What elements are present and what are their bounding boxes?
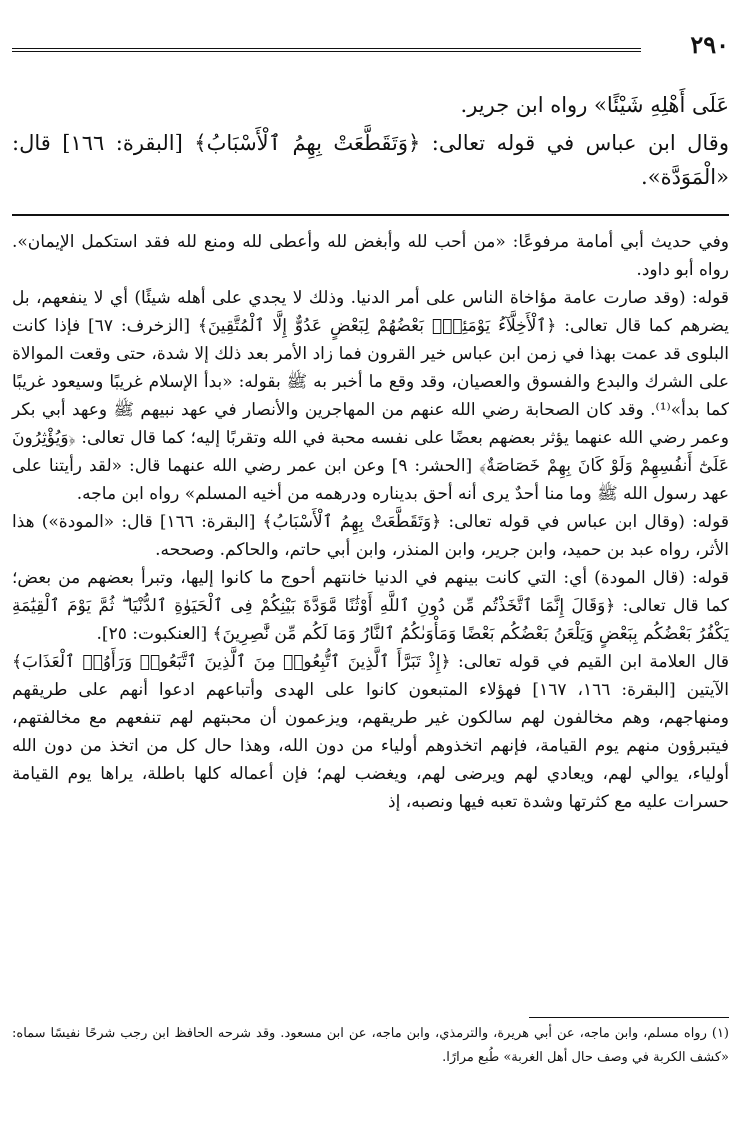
page-number: ٢٩٠ xyxy=(690,30,729,59)
commentary-paragraph-5: قال العلامة ابن القيم في قوله تعالى: ﴿إِذْ تَبَرَّأَ ٱلَّذِينَ ٱتُّبِعُوا۟ مِنَ ٱلَّذِينَ ٱتَّبَعُوا۟ وَرَأَوُا۟ ٱلْعَذَابَ﴾ الآيتين [البقرة: ١٦٦، ١٦٧] فهؤلاء المتبعون كانوا على الهدى وأتباعهم ادعوا أنهم على طريقهم ومنهاجهم، وهم مخالفون لهم سالكون غير طريقهم، ويزعمون أن محبتهم لهم تنفعهم مع مخالفتهم، فيتبرؤون منهم يوم القيامة، فإنهم اتخذوهم أولياء من دون الله، وهذا حال كل من اتخذ من دون الله أولياء، يوالي لهم، ويعادي لهم ويرضى لهم، ويغضب لهم؛ فإن أعماله كلها باطلة، يراها يوم القيامة حسرات عليه مع كثرتها وشدة تعبه فيها ونصبه، إذ xyxy=(12,652,729,812)
footnote-1: (١) رواه مسلم، وابن ماجه، عن أبي هريرة، والترمذي، وابن ماجه، عن ابن مسعود. وقد شرحه الحافظ ابن رجب شرحًا نفيسًا سماه: «كشف الكربة في وصف حال أهل الغربة» طُبع مرارًا. xyxy=(12,1026,729,1065)
footnotes-block xyxy=(12,1022,729,1070)
commentary-paragraph-3: قوله: (وقال ابن عباس في قوله تعالى: ﴿وَتَقَطَّعَتْ بِهِمُ ٱلْأَسْبَابُ﴾ [البقرة: ١٦٦] قال: «المودة») هذا الأثر، رواه عبد بن حميد، وابن جرير، وابن المنذر، وابن أبي حاتم، والحاكم. وصححه. xyxy=(12,512,729,560)
header-double-rule xyxy=(12,48,641,52)
commentary-paragraph-4: قوله: (قال المودة) أي: التي كانت بينهم في الدنيا خانتهم أحوج ما كانوا إليها، وتبرأ بعضهم من بعض؛ كما قال تعالى: ﴿وَقَالَ إِنَّمَا ٱتَّخَذْتُم مِّن دُونِ ٱللَّهِ أَوْثَٰنًا مَّوَدَّةَ بَيْنِكُمْ فِى ٱلْحَيَوٰةِ ٱلدُّنْيَا ۖ ثُمَّ يَوْمَ ٱلْقِيَٰمَةِ يَكْفُرُ بَعْضُكُم بِبَعْضٍ وَيَلْعَنُ بَعْضُكُم بَعْضًا وَمَأْوَىٰكُمُ ٱلنَّارُ وَمَا لَكُم مِّن نَّٰصِرِينَ﴾ [العنكبوت: ٢٥]. xyxy=(12,568,729,644)
section-divider xyxy=(12,214,729,216)
page-header xyxy=(12,30,729,64)
main-text-line-2: وقال ابن عباس في قوله تعالى: ﴿وَتَقَطَّعَتْ بِهِمُ ٱلْأَسْبَابُ﴾ [البقرة: ١٦٦] قال: «الْمَوَدَّة». xyxy=(12,131,729,189)
main-text-block xyxy=(12,88,729,198)
commentary-paragraph-1: وفي حديث أبي أمامة مرفوعًا: «من أحب لله وأبغض لله وأعطى لله ومنع لله فقد استكمل الإيمان». رواه أبو داود. xyxy=(12,232,729,280)
commentary-block xyxy=(12,228,729,816)
footnote-divider xyxy=(529,1017,729,1018)
commentary-paragraph-2: قوله: (وقد صارت عامة مؤاخاة الناس على أمر الدنيا. وذلك لا يجدي على أهله شيئًا) أي لا ينفعهم، بل يضرهم كما قال تعالى: ﴿ٱلْأَخِلَّآءُ يَوْمَئِذٍۭ بَعْضُهُمْ لِبَعْضٍ عَدُوٌّ إِلَّا ٱلْمُتَّقِينَ﴾ [الزخرف: ٦٧] فإذا كانت البلوى قد عمت بهذا في زمن ابن عباس خير القرون فما زاد الأمر بعد ذلك إلا شدة، حتى وقعت الموالاة على الشرك والبدع والفسوق والعصيان، وقد وقع ما أخبر به ﷺ بقوله: «بدأ الإسلام غريبًا وسيعود غريبًا كما بدأ»⁽¹⁾. وقد كان الصحابة رضي الله عنهم من المهاجرين والأنصار في عهد نبيهم ﷺ وعهد أبي بكر وعمر رضي الله عنهما يؤثر بعضهم بعضًا على نفسه محبة في الله وتقربًا إليه؛ كما قال تعالى: ﴿وَيُؤْثِرُونَ عَلَىٰٓ أَنفُسِهِمْ وَلَوْ كَانَ بِهِمْ خَصَاصَةٌ﴾ [الحشر: ٩] وعن ابن عمر رضي الله عنهما قال: «لقد رأيتنا على عهد رسول الله ﷺ وما منا أحدٌ يرى أنه أحق بديناره ودرهمه من أخيه المسلم» رواه ابن ماجه. xyxy=(12,288,729,504)
main-text-line-1: عَلَى أَهْلِهِ شَيْئًا» رواه ابن جرير. xyxy=(460,93,729,117)
